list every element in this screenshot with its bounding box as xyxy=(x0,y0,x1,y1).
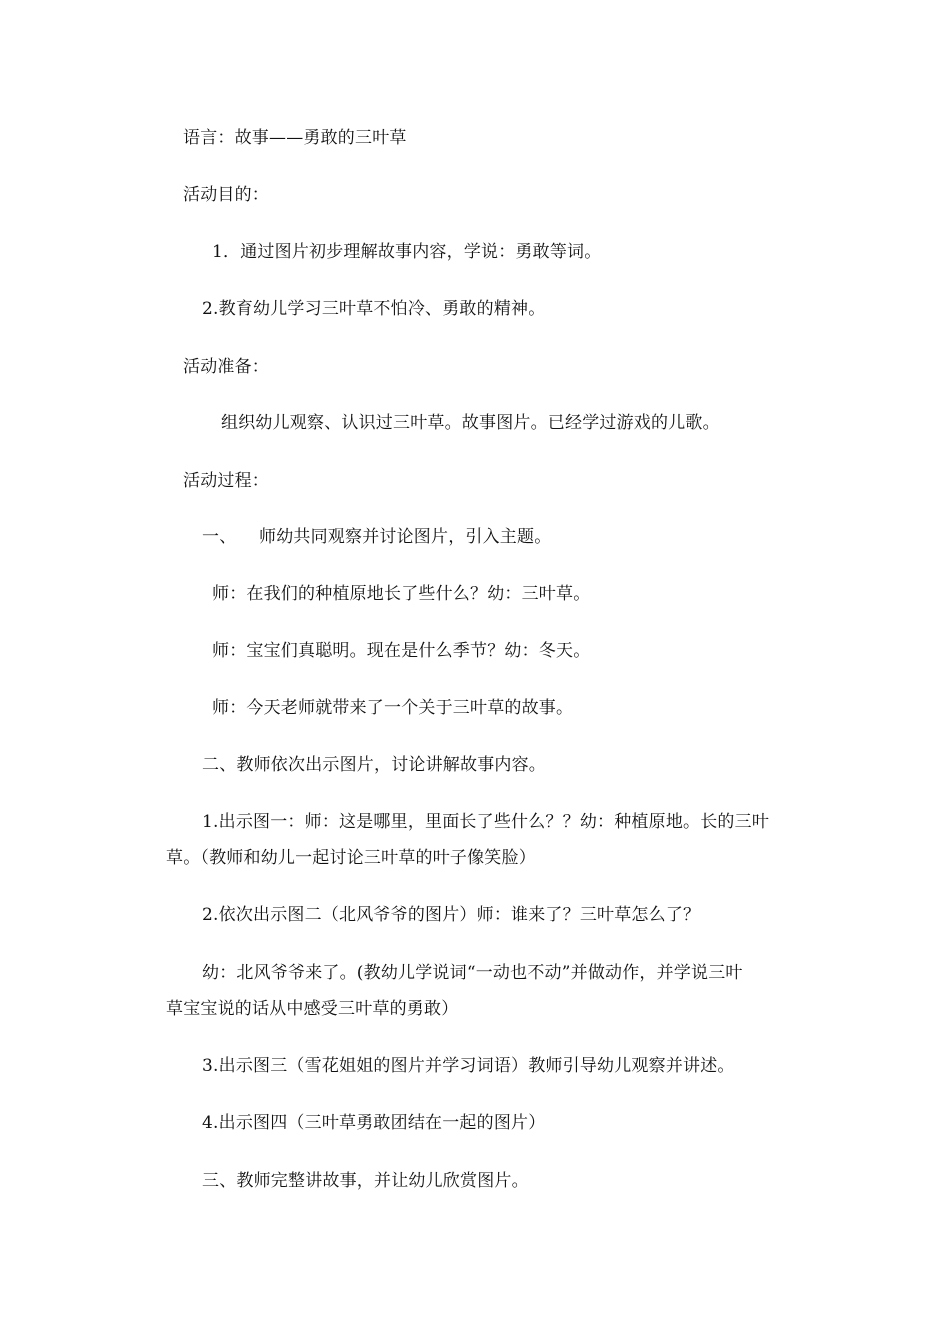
step-1-text: 师幼共同观察并讨论图片，引入主题。 xyxy=(259,527,552,547)
item-2-text: 2.依次出示图二（北风爷爷的图片）师：谁来了？三叶草怎么了？ xyxy=(202,905,701,925)
item-4-text: 4.出示图四（三叶草勇敢团结在一起的图片） xyxy=(202,1113,546,1133)
goal-item-1: 1．通过图片初步理解故事内容，学说：勇敢等词。 xyxy=(212,242,602,262)
item-2b-line-1: 幼：北风爷爷来了。(教幼儿学说词“一动也不动”并做动作，并学说三叶 xyxy=(202,963,743,983)
dialog-line-2: 师：宝宝们真聪明。现在是什么季节？幼：冬天。 xyxy=(212,641,591,661)
prep-text: 组织幼儿观察、认识过三叶草。故事图片。已经学过游戏的儿歌。 xyxy=(221,413,720,433)
step-2-text: 二、教师依次出示图片，讨论讲解故事内容。 xyxy=(202,755,546,775)
goals-heading: 活动目的： xyxy=(183,185,269,205)
item-2b-line-2: 草宝宝说的话从中感受三叶草的勇敢） xyxy=(166,999,459,1019)
dialog-line-3: 师：今天老师就带来了一个关于三叶草的故事。 xyxy=(212,698,574,718)
process-heading: 活动过程： xyxy=(183,471,269,491)
item-1-line-2: 草。（教师和幼儿一起讨论三叶草的叶子像笑脸） xyxy=(166,848,536,868)
prep-heading: 活动准备： xyxy=(183,357,269,377)
step-3-text: 三、教师完整讲故事，并让幼儿欣赏图片。 xyxy=(202,1171,529,1191)
document-title: 语言：故事——勇敢的三叶草 xyxy=(183,128,407,148)
dialog-line-1: 师：在我们的种植原地长了些什么？幼：三叶草。 xyxy=(212,584,591,604)
item-1-line-1: 1.出示图一：师：这是哪里，里面长了些什么？？幼：种植原地。长的三叶 xyxy=(202,812,770,832)
goal-item-2: 2.教育幼儿学习三叶草不怕冷、勇敢的精神。 xyxy=(202,299,546,319)
step-1-number: 一、 xyxy=(202,527,237,547)
item-3-text: 3.出示图三（雪花姐姐的图片并学习词语）教师引导幼儿观察并讲述。 xyxy=(202,1056,735,1076)
